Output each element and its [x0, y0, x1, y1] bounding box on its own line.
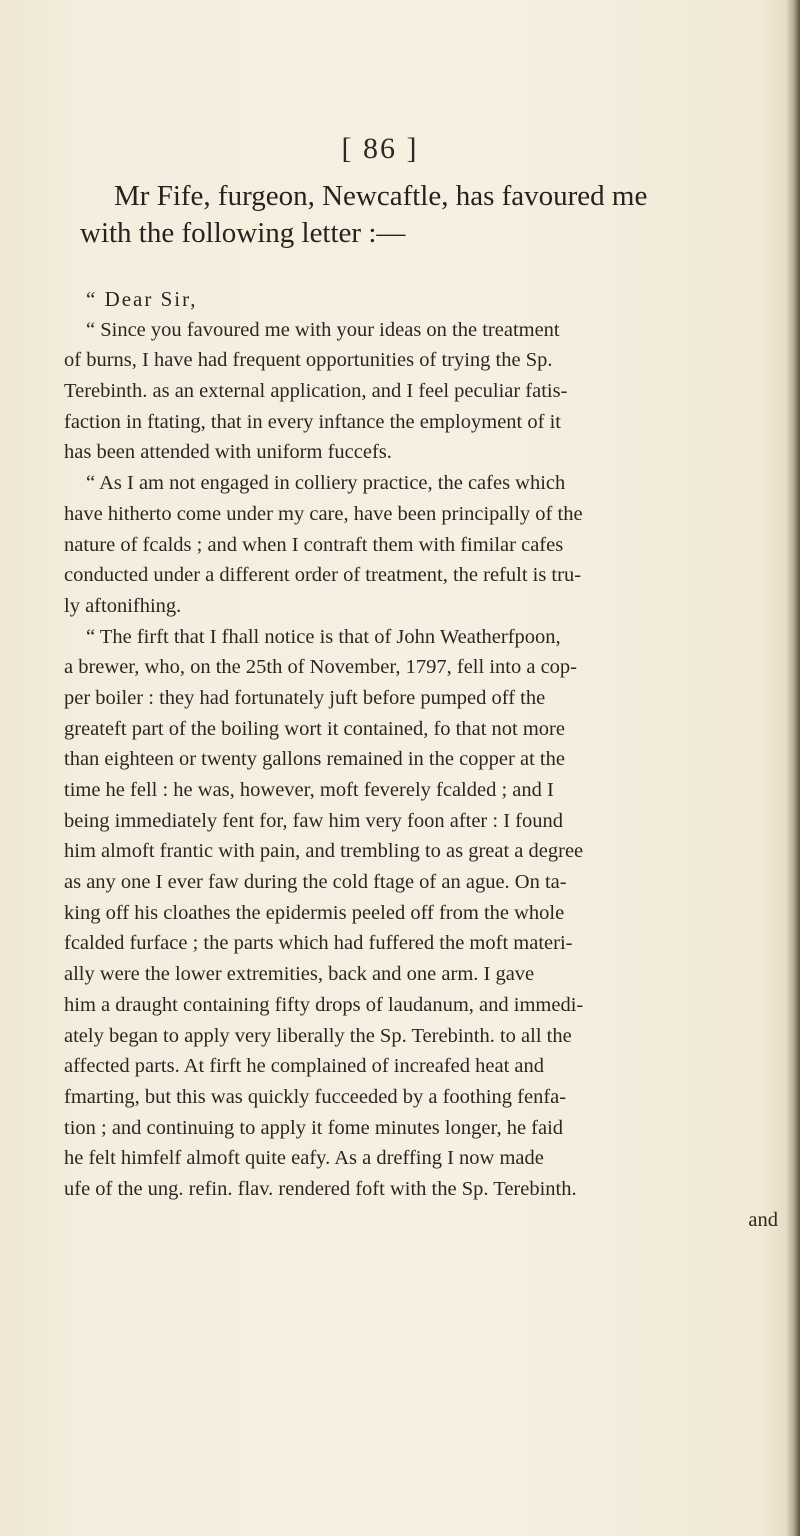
- letter-line: tion ; and continuing to apply it fome minutes longer, he faid: [64, 1116, 564, 1139]
- letter-body: [64, 284, 782, 1235]
- intro-paragraph: [80, 178, 780, 252]
- letter-line: ally were the lower extremities, back and one arm. I gave: [64, 963, 535, 986]
- letter-line: “ Since you favoured me with your ideas on the treatment: [86, 318, 560, 341]
- letter-line: “ As I am not engaged in colliery practice, the cafes which: [86, 472, 566, 495]
- letter-line: have hitherto come under my care, have been principally of the: [64, 502, 583, 525]
- intro-line-1: Mr Fife, furgeon, Newcaftle, has favoured me: [114, 180, 648, 212]
- letter-line: ly aftonifhing.: [64, 594, 182, 617]
- letter-line: conducted under a different order of treatment, the refult is tru-: [64, 564, 582, 587]
- letter-line: him a draught containing fifty drops of laudanum, and immedi-: [64, 993, 584, 1016]
- page-edge-shadow: [786, 0, 800, 1536]
- page-number: [ 86 ]: [341, 132, 419, 165]
- letter-line: affected parts. At firft he complained of increafed heat and: [64, 1055, 545, 1078]
- letter-line: greateft part of the boiling wort it contained, fo that not more: [64, 717, 565, 740]
- letter-line: ufe of the ung. refin. flav. rendered foft with the Sp. Terebinth.: [64, 1177, 577, 1200]
- letter-salutation: “ Dear Sir,: [86, 287, 198, 311]
- intro-line-2: with the following letter :—: [80, 217, 406, 249]
- letter-line: fmarting, but this was quickly fucceeded by a foothing fenfa-: [64, 1085, 567, 1108]
- letter-line: fcalded furface ; the parts which had fuffered the moft materi-: [64, 932, 573, 955]
- letter-line: of burns, I have had frequent opportunities of trying the Sp.: [64, 349, 553, 372]
- letter-line: than eighteen or twenty gallons remained in the copper at the: [64, 748, 565, 771]
- catchword: and: [748, 1208, 778, 1231]
- letter-line: “ The firft that I fhall notice is that of John Weatherfpoon,: [86, 625, 561, 648]
- letter-line: a brewer, who, on the 25th of November, 1797, fell into a cop-: [64, 656, 577, 679]
- letter-line: ately began to apply very liberally the Sp. Terebinth. to all the: [64, 1024, 572, 1047]
- letter-line: nature of fcalds ; and when I contraft them with fimilar cafes: [64, 533, 564, 556]
- letter-line: being immediately fent for, faw him very foon after : I found: [64, 809, 563, 832]
- letter-line: Terebinth. as an external application, and I feel peculiar fatis-: [64, 380, 568, 403]
- letter-line: per boiler : they had fortunately juft before pumped off the: [64, 686, 546, 709]
- letter-line: him almoft frantic with pain, and trembling to as great a degree: [64, 840, 584, 863]
- letter-line: faction in ftating, that in every inftance the employment of it: [64, 410, 561, 433]
- letter-line: time he fell : he was, however, moft feverely fcalded ; and I: [64, 779, 554, 801]
- letter-line: has been attended with uniform fuccefs.: [64, 441, 392, 464]
- letter-line: he felt himfelf almoft quite eafy. As a dreffing I now made: [64, 1147, 544, 1170]
- letter-line: king off his cloathes the epidermis peeled off from the whole: [64, 901, 565, 924]
- letter-line: as any one I ever faw during the cold ftage of an ague. On ta-: [64, 871, 567, 894]
